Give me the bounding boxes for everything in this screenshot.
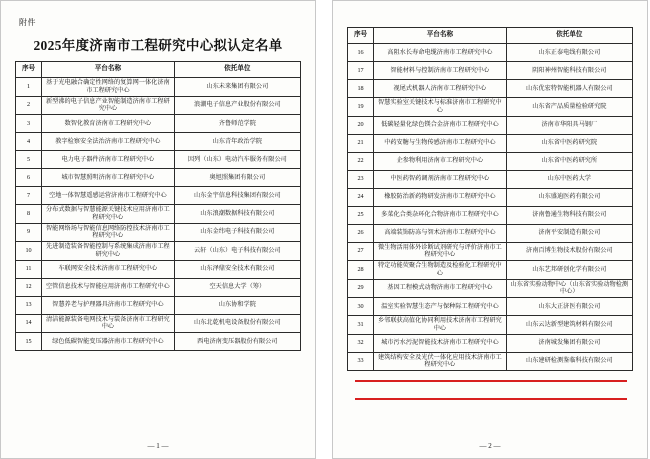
- cell-org: 浪潮电子信息产业股份有限公司: [174, 96, 300, 115]
- cell-org: 山东泽鼎安全技术有限公司: [174, 260, 300, 278]
- cell-platform-name: 新型沸的电子信息产业智能制造济南市工程研究中心: [42, 96, 175, 115]
- cell-org: 西电济南变压器股份有限公司: [174, 333, 300, 351]
- cell-org: 济南百博生物技术股份有限公司: [506, 242, 632, 261]
- table-row: [348, 44, 633, 62]
- cell-platform-name: 建筑结构安全及光伏一体化应用技术济南市工程研究中心: [374, 352, 507, 371]
- cell-org: 山东青年政治学院: [174, 133, 300, 151]
- cell-platform-name: 智能网络场与智能信息网络防控技术济南市工程研究中心: [42, 223, 175, 242]
- cell-org: 山东省中医药研究院: [506, 134, 632, 152]
- table-row: [348, 279, 633, 298]
- cell-no: 8: [16, 205, 42, 224]
- cell-org: 山东金宇信息科技集团有限公司: [174, 187, 300, 205]
- cell-platform-name: 微生物活用体外诊断试剂研究与评价济南市工程研究中心: [374, 242, 507, 261]
- cell-no: 26: [348, 224, 374, 242]
- cell-platform-name: 中药安糖与生物传感济南市工程研究中心: [374, 134, 507, 152]
- table-row: [348, 152, 633, 170]
- table-row: [16, 205, 301, 224]
- cell-no: 3: [16, 115, 42, 133]
- table-page2: [347, 27, 633, 371]
- table-row: [16, 296, 301, 314]
- cell-platform-name: 先进制造装备智能控制与系统集成济南市工程研究中心: [42, 242, 175, 261]
- table-row: [348, 170, 633, 188]
- cell-no: 15: [16, 333, 42, 351]
- cell-platform-name: 车联网安全技术济南市工程研究中心: [42, 260, 175, 278]
- cell-no: 6: [16, 169, 42, 187]
- cell-org: 山东建研检测鉴临科技有限公司: [506, 352, 632, 371]
- cell-org: 济南平安制造有限公司: [506, 224, 632, 242]
- cell-platform-name: 多菜化合类杂环化合物济南市工程研究中心: [374, 206, 507, 224]
- table-row: [348, 116, 633, 134]
- cell-platform-name: 教字检察安全法治济南市工程研究中心: [42, 133, 175, 151]
- table-row: [16, 133, 301, 151]
- cell-platform-name: 低碳轻量化绿色镁合金济南市工程研究中心: [374, 116, 507, 134]
- table-row: [16, 78, 301, 97]
- cell-org: 阴阳神州智能科技有限公司: [506, 62, 632, 80]
- table-row: [348, 242, 633, 261]
- cell-org: 齐鲁师范学院: [174, 115, 300, 133]
- table-row: [348, 224, 633, 242]
- column-header-org: 依托单位: [506, 28, 632, 44]
- table-row: [348, 98, 633, 117]
- table-row: [16, 314, 301, 333]
- table-row: [16, 187, 301, 205]
- table-row: [16, 242, 301, 261]
- cell-no: 30: [348, 298, 374, 316]
- cell-no: 25: [348, 206, 374, 224]
- cell-org: 山东省实验动物中心（山东省实验动物检测中心）: [506, 279, 632, 298]
- cell-no: 14: [16, 314, 42, 333]
- page-left: [0, 0, 316, 459]
- table-row: [348, 334, 633, 352]
- cell-no: 21: [348, 134, 374, 152]
- table-header-row: [348, 28, 633, 44]
- cell-no: 1: [16, 78, 42, 97]
- cell-org: 空天信息大学（筹）: [174, 278, 300, 296]
- cell-org: 因列（山东）电动汽车服务有限公司: [174, 151, 300, 169]
- cell-platform-name: 电力电子器件济南市工程研究中心: [42, 151, 175, 169]
- table-row: [16, 260, 301, 278]
- cell-platform-name: 高端装饰防冻与智术济南市工程研究中心: [374, 224, 507, 242]
- cell-org: 山东优宏特智能机器人有限公司: [506, 80, 632, 98]
- page-title: 2025年度济南市工程研究中心拟认定名单: [33, 38, 283, 53]
- cell-platform-name: 特定功能荧聚合生物制造及检验化工程研究中心: [374, 261, 507, 280]
- cell-platform-name: 基因工程模式动物济南市工程研究中心: [374, 279, 507, 298]
- cell-no: 4: [16, 133, 42, 151]
- table-row: [16, 115, 301, 133]
- cell-no: 19: [348, 98, 374, 117]
- page-right: [332, 0, 648, 459]
- table-header-row: [16, 62, 301, 78]
- table-row: [348, 298, 633, 316]
- column-header-no: 序号: [348, 28, 374, 44]
- cell-no: 11: [16, 260, 42, 278]
- cell-platform-name: 智能材料与控制济南市工程研究中心: [374, 62, 507, 80]
- cell-org: 山东未来集团有限公司: [174, 78, 300, 97]
- cell-org: 奥旭照集团有限公司: [174, 169, 300, 187]
- cell-no: 16: [348, 44, 374, 62]
- cell-no: 23: [348, 170, 374, 188]
- cell-platform-name: 城市智慧照明济南市工程研究中心: [42, 169, 175, 187]
- table-row: [16, 151, 301, 169]
- cell-org: 山东北乾机电设备股份有限公司: [174, 314, 300, 333]
- cell-platform-name: 高阻水长寿命电缆济南市工程研究中心: [374, 44, 507, 62]
- table-row: [16, 169, 301, 187]
- highlight-underline-row-31: [355, 380, 627, 382]
- cell-org: 山东协和学院: [174, 296, 300, 314]
- table-row: [348, 352, 633, 371]
- cell-no: 18: [348, 80, 374, 98]
- cell-platform-name: 中医药智药调剂济南市工程研究中心: [374, 170, 507, 188]
- cell-no: 31: [348, 316, 374, 335]
- cell-org: 山东省中医药研究所: [506, 152, 632, 170]
- cell-platform-name: 智慧养老与护理器具济南市工程研究中心: [42, 296, 175, 314]
- column-header-no: 序号: [16, 62, 42, 78]
- table-row: [16, 333, 301, 351]
- cell-no: 13: [16, 296, 42, 314]
- cell-platform-name: 清洁能源装备电网技术与装备济南市工程研究中心: [42, 314, 175, 333]
- cell-platform-name: 温室实验智慧生态产与保种际工程研究中心: [374, 298, 507, 316]
- cell-org: 山东正泰电线有限公司: [506, 44, 632, 62]
- cell-org: 山东省产品质量检验研究院: [506, 98, 632, 117]
- table-row: [348, 206, 633, 224]
- cell-no: 12: [16, 278, 42, 296]
- cell-no: 20: [348, 116, 374, 134]
- page-number-left: — 1 —: [147, 442, 169, 450]
- cell-platform-name: 智慧实验室关键技术与标准济南市工程研究中心: [374, 98, 507, 117]
- cell-org: 山东中医药大学: [506, 170, 632, 188]
- cell-platform-name: 橡胶防治新药物研发济南市工程研究中心: [374, 188, 507, 206]
- cell-no: 33: [348, 352, 374, 371]
- cell-no: 24: [348, 188, 374, 206]
- cell-no: 22: [348, 152, 374, 170]
- table-row: [348, 134, 633, 152]
- cell-no: 17: [348, 62, 374, 80]
- cell-org: 济南城发集团有限公司: [506, 334, 632, 352]
- cell-no: 7: [16, 187, 42, 205]
- cell-org: 山东盛迪医药有限公司: [506, 188, 632, 206]
- cell-no: 28: [348, 261, 374, 280]
- cell-platform-name: 乡邻联获高值化协同利用技术济南市工程研究中心: [374, 316, 507, 335]
- cell-platform-name: 企参物利用济南市工程研究中心: [374, 152, 507, 170]
- table-row: [16, 96, 301, 115]
- cell-platform-name: 城市污水污泥智能技术济南市工程研究中心: [374, 334, 507, 352]
- cell-no: 29: [348, 279, 374, 298]
- cell-no: 9: [16, 223, 42, 242]
- table-row: [348, 62, 633, 80]
- cell-no: 27: [348, 242, 374, 261]
- table-row: [16, 278, 301, 296]
- cell-platform-name: 分布式数据与智慧能源关键技术应用济南市工程研究中心: [42, 205, 175, 224]
- attachment-label: 附件: [19, 18, 36, 27]
- table-row: [348, 261, 633, 280]
- cell-org: 济南鲁通生物科技有限公司: [506, 206, 632, 224]
- page-number-right: — 2 —: [479, 442, 501, 450]
- cell-platform-name: 空地一体智慧遥感运营济南市工程研究中心: [42, 187, 175, 205]
- cell-platform-name: 视尾式机器人济南市工程研究中心: [374, 80, 507, 98]
- table-row: [348, 80, 633, 98]
- cell-org: 山东浪潮数据科技有限公司: [174, 205, 300, 224]
- cell-platform-name: 基于光电融合确定性网络的复算网一体化济南市工程研究中心: [42, 78, 175, 97]
- cell-no: 10: [16, 242, 42, 261]
- table-row: [16, 223, 301, 242]
- cell-org: 济南市华阳具马钢厂: [506, 116, 632, 134]
- cell-org: 山东金纬电子科技有限公司: [174, 223, 300, 242]
- table-row: [348, 316, 633, 335]
- cell-org: 山东艺邦研创化学有限公司: [506, 261, 632, 280]
- cell-platform-name: 绿色低碳智能变压器济南市工程研究中心: [42, 333, 175, 351]
- cell-no: 5: [16, 151, 42, 169]
- table-page1: [15, 61, 301, 351]
- cell-platform-name: 数智化教育济南市工程研究中心: [42, 115, 175, 133]
- cell-org: 山东大正济医有限公司: [506, 298, 632, 316]
- cell-org: 山东云达新型建筑材料有限公司: [506, 316, 632, 335]
- cell-platform-name: 空管信息技术与智能应用济南市工程研究中心: [42, 278, 175, 296]
- cell-no: 32: [348, 334, 374, 352]
- highlight-underline-row-31b: [355, 398, 627, 400]
- column-header-name: 平台名称: [374, 28, 507, 44]
- table-row: [348, 188, 633, 206]
- column-header-name: 平台名称: [42, 62, 175, 78]
- column-header-org: 依托单位: [174, 62, 300, 78]
- cell-org: 云轩（山东）电子科技有限公司: [174, 242, 300, 261]
- cell-no: 2: [16, 96, 42, 115]
